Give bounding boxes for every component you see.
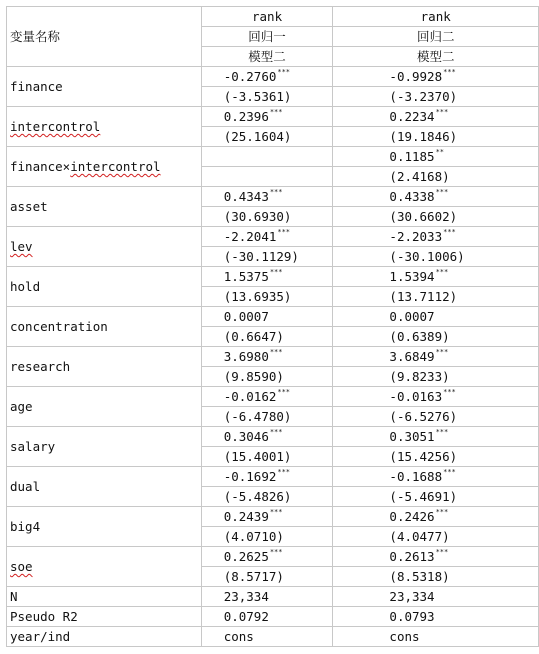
coef-value: 0.2234 — [389, 109, 435, 124]
significance-stars: *** — [443, 68, 456, 76]
variable-name — [7, 147, 202, 187]
significance-stars: *** — [443, 388, 456, 396]
coef-cell — [201, 227, 333, 247]
t-stat: (-5.4826) — [201, 487, 333, 507]
coef-cell — [201, 187, 333, 207]
coef-cell — [333, 507, 539, 527]
significance-stars: *** — [435, 268, 449, 276]
coef-cell — [333, 107, 539, 127]
coef-value: 0.2439 — [223, 509, 269, 524]
footer-label: year/ind — [7, 627, 202, 647]
significance-stars: *** — [435, 508, 449, 516]
t-stat: (19.1846) — [333, 127, 539, 147]
t-stat: (4.0477) — [333, 527, 539, 547]
t-stat: (0.6647) — [201, 327, 333, 347]
coef-value: -0.0163 — [389, 389, 443, 404]
footer-value: 23,334 — [201, 587, 333, 607]
variable-name: research — [7, 347, 202, 387]
header-row-dependent — [7, 7, 539, 27]
significance-stars: *** — [435, 348, 449, 356]
variable-name-text: intercontrol — [70, 159, 161, 174]
coef-value: 0.3046 — [223, 429, 269, 444]
coef-value: 3.6980 — [223, 349, 269, 364]
coef-cell — [201, 107, 333, 127]
significance-stars: *** — [277, 468, 291, 476]
coef-row-salary — [7, 427, 539, 447]
coef-value: 0.3051 — [389, 429, 435, 444]
coef-value: -0.2760 — [223, 69, 277, 84]
coef-cell — [333, 467, 539, 487]
variable-name: dual — [7, 467, 202, 507]
coef-value: 0.0007 — [223, 309, 269, 324]
coef-cell — [201, 307, 333, 327]
variable-name: asset — [7, 187, 202, 227]
t-stat: (-3.2370) — [333, 87, 539, 107]
coef-row-intercontrol — [7, 107, 539, 127]
variable-name-text: intercontrol — [10, 119, 101, 134]
coef-row-age — [7, 387, 539, 407]
coef-value: 0.4338 — [389, 189, 435, 204]
t-stat: (9.8590) — [201, 367, 333, 387]
variable-name — [7, 107, 202, 147]
coef-cell — [201, 507, 333, 527]
variable-name-text: finance× — [10, 159, 71, 174]
coef-row-research — [7, 347, 539, 367]
t-stat: (8.5717) — [201, 567, 333, 587]
t-stat: (2.4168) — [333, 167, 539, 187]
coef-cell — [333, 67, 539, 87]
significance-stars: *** — [277, 68, 291, 76]
significance-stars: *** — [443, 228, 456, 236]
significance-stars: *** — [269, 108, 283, 116]
variable-name: finance — [7, 67, 202, 107]
t-stat: (-3.5361) — [201, 87, 333, 107]
coef-value: 0.4343 — [223, 189, 269, 204]
significance-stars: *** — [269, 348, 283, 356]
footer-value: 23,334 — [333, 587, 539, 607]
t-stat: (30.6602) — [333, 207, 539, 227]
coef-row-hold — [7, 267, 539, 287]
coef-cell — [201, 547, 333, 567]
significance-stars: *** — [269, 548, 283, 556]
coef-row-concentration — [7, 307, 539, 327]
variable-name-text: lev — [10, 239, 33, 254]
coef-value: 0.2426 — [389, 509, 435, 524]
coef-row-lev — [7, 227, 539, 247]
footer-label: Pseudo R2 — [7, 607, 202, 627]
variable-name — [7, 547, 202, 587]
col2-model-label: 模型二 — [333, 47, 539, 67]
t-stat: (15.4256) — [333, 447, 539, 467]
significance-stars: *** — [277, 388, 291, 396]
coef-value: -2.2041 — [223, 229, 277, 244]
coef-value: 1.5375 — [223, 269, 269, 284]
variable-name: big4 — [7, 507, 202, 547]
regression-results-table — [6, 6, 539, 647]
t-stat: (0.6389) — [333, 327, 539, 347]
significance-stars: *** — [435, 188, 449, 196]
variable-name: concentration — [7, 307, 202, 347]
t-stat — [201, 167, 333, 187]
significance-stars: *** — [435, 428, 449, 436]
footer-value: 0.0793 — [333, 607, 539, 627]
coef-cell — [333, 547, 539, 567]
significance-stars: *** — [269, 428, 283, 436]
t-stat: (-30.1129) — [201, 247, 333, 267]
t-stat: (15.4001) — [201, 447, 333, 467]
t-stat: (8.5318) — [333, 567, 539, 587]
variable-name-text: soe — [10, 559, 33, 574]
t-stat: (4.0710) — [201, 527, 333, 547]
coef-value: 0.2625 — [223, 549, 269, 564]
coef-cell — [333, 187, 539, 207]
col2-dependent-variable: rank — [333, 7, 539, 27]
coef-row-big4 — [7, 507, 539, 527]
footer-row-pseudo-r2 — [7, 607, 539, 627]
coef-value: -0.9928 — [389, 69, 443, 84]
coef-value: 1.5394 — [389, 269, 435, 284]
t-stat: (30.6930) — [201, 207, 333, 227]
coef-cell — [333, 307, 539, 327]
coef-cell — [333, 387, 539, 407]
significance-stars: *** — [269, 508, 283, 516]
t-stat: (13.6935) — [201, 287, 333, 307]
significance-stars: *** — [435, 108, 449, 116]
footer-row-year-ind — [7, 627, 539, 647]
t-stat: (-30.1006) — [333, 247, 539, 267]
significance-stars: ** — [435, 148, 445, 156]
footer-label: N — [7, 587, 202, 607]
coef-cell — [333, 347, 539, 367]
variable-name: hold — [7, 267, 202, 307]
coef-value: -0.1688 — [389, 469, 443, 484]
coef-value: 0.2396 — [223, 109, 269, 124]
coef-row-soe — [7, 547, 539, 567]
coef-row-interaction — [7, 147, 539, 167]
col1-dependent-variable: rank — [201, 7, 333, 27]
footer-value: cons — [201, 627, 333, 647]
coef-cell — [201, 387, 333, 407]
significance-stars: *** — [443, 468, 456, 476]
t-stat: (-6.4780) — [201, 407, 333, 427]
col2-regression-label: 回归二 — [333, 27, 539, 47]
variable-name — [7, 227, 202, 267]
t-stat: (25.1604) — [201, 127, 333, 147]
coef-value: 3.6849 — [389, 349, 435, 364]
footer-row-n — [7, 587, 539, 607]
t-stat: (13.7112) — [333, 287, 539, 307]
significance-stars: *** — [269, 268, 283, 276]
coef-value: 0.2613 — [389, 549, 435, 564]
coef-cell — [201, 467, 333, 487]
coef-cell — [201, 67, 333, 87]
coef-cell — [201, 267, 333, 287]
coef-value: 0.0007 — [389, 309, 435, 324]
footer-value: 0.0792 — [201, 607, 333, 627]
coef-row-finance — [7, 67, 539, 87]
coef-cell — [333, 267, 539, 287]
footer-value: cons — [333, 627, 539, 647]
t-stat: (-5.4691) — [333, 487, 539, 507]
coef-cell — [333, 147, 539, 167]
significance-stars: *** — [277, 228, 291, 236]
significance-stars: *** — [269, 188, 283, 196]
coef-row-dual — [7, 467, 539, 487]
coef-value: -0.0162 — [223, 389, 277, 404]
coef-row-asset — [7, 187, 539, 207]
variable-name: salary — [7, 427, 202, 467]
coef-cell — [333, 227, 539, 247]
significance-stars: *** — [435, 548, 449, 556]
coef-value: 0.1185 — [389, 149, 435, 164]
variable-name: age — [7, 387, 202, 427]
t-stat: (9.8233) — [333, 367, 539, 387]
variable-name-header: 变量名称 — [7, 7, 202, 67]
regression-table-container — [6, 6, 539, 647]
coef-cell — [201, 347, 333, 367]
col1-model-label: 模型二 — [201, 47, 333, 67]
t-stat: (-6.5276) — [333, 407, 539, 427]
coef-cell — [333, 427, 539, 447]
coef-cell — [201, 147, 333, 167]
col1-regression-label: 回归一 — [201, 27, 333, 47]
coef-value: -0.1692 — [223, 469, 277, 484]
coef-value: -2.2033 — [389, 229, 443, 244]
coef-cell — [201, 427, 333, 447]
